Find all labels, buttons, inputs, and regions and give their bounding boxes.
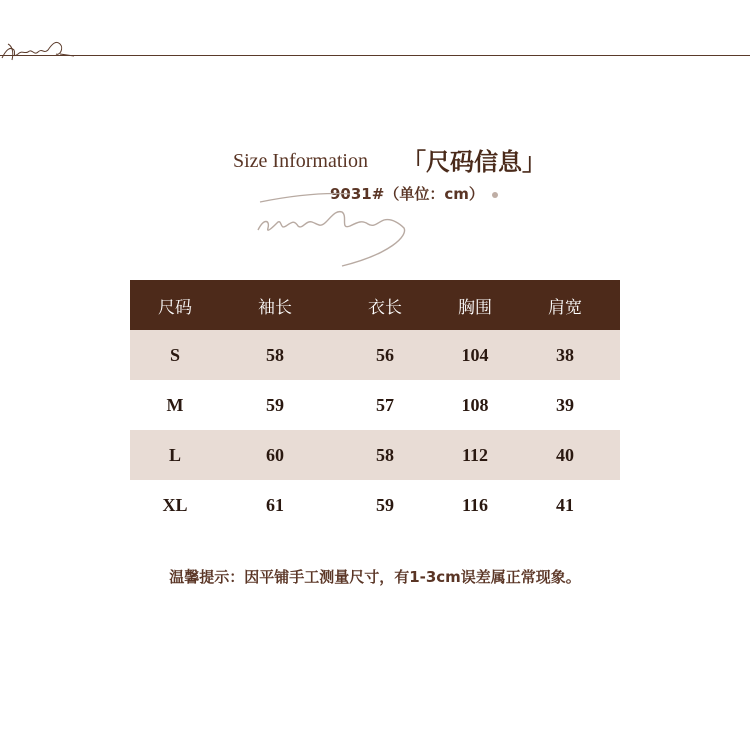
table-cell: 56 (376, 344, 394, 365)
unit-subtitle-text: 9031#（单位：cm） (330, 185, 484, 203)
table-cell: 57 (376, 394, 394, 415)
table-cell: 61 (266, 494, 284, 515)
table-cell: 104 (461, 344, 489, 365)
size-table (130, 280, 620, 530)
top-divider-line (0, 55, 750, 56)
table-cell: 60 (266, 444, 284, 465)
table-cell: L (168, 444, 181, 465)
column-header: 袖长 (258, 297, 292, 318)
table-cell: XL (162, 494, 188, 515)
table-row (130, 380, 620, 430)
column-header: 胸围 (458, 297, 492, 318)
table-cell: 108 (461, 394, 489, 415)
table-cell: 38 (556, 344, 574, 365)
title-row (0, 142, 750, 176)
table-cell: 112 (461, 444, 488, 465)
table-row (130, 430, 620, 480)
measurement-note: 温馨提示：因平铺手工测量尺寸，有1-3cm误差属正常现象。 (169, 568, 581, 586)
table-cell: M (166, 394, 184, 415)
signature-script-decoration (250, 180, 420, 270)
signature-script-top (0, 36, 80, 66)
column-header: 尺码 (158, 297, 192, 318)
table-cell: 41 (556, 494, 574, 515)
table-cell: 58 (376, 444, 394, 465)
table-row (130, 480, 620, 530)
table-cell: 59 (266, 394, 284, 415)
table-row (130, 330, 620, 380)
table-cell: 58 (266, 344, 284, 365)
title-chinese: 「尺码信息」 (402, 148, 546, 176)
title-english: Size Information (233, 150, 368, 172)
table-header-row (130, 280, 620, 330)
column-header: 衣长 (368, 297, 402, 318)
table-cell: 59 (376, 494, 394, 515)
decorative-dot (492, 192, 498, 198)
table-cell: 116 (461, 494, 488, 515)
table-cell: 40 (556, 444, 574, 465)
column-header: 肩宽 (548, 297, 582, 318)
table-cell: 39 (556, 394, 574, 415)
table-cell: S (169, 344, 180, 365)
